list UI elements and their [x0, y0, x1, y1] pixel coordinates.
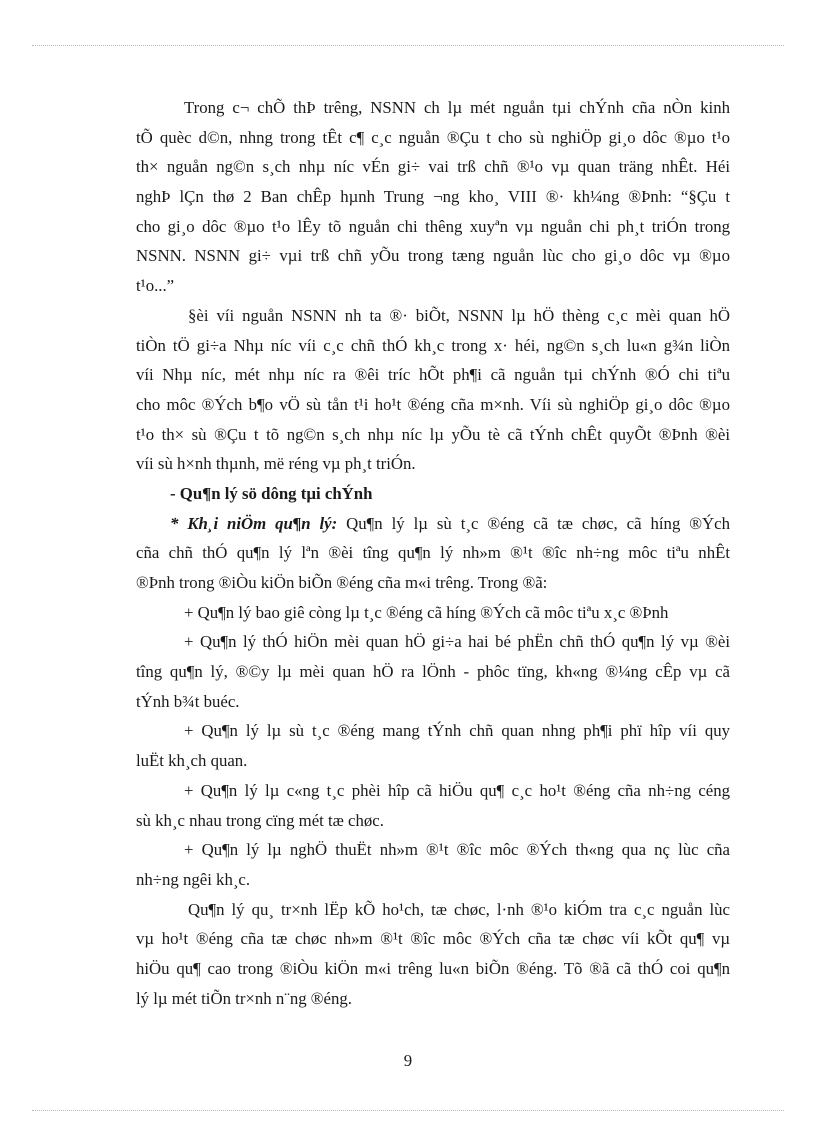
text-line: víi sù h×nh thµnh, më réng vµ ph¸t triÓn.: [136, 454, 416, 474]
text-line: hiÖu qu¶ cao trong ®iÒu kiÖn m«i trêng lu«n biÕn ®éng. Tõ ®ã cã thÓ coi qu¶n: [136, 958, 730, 978]
text-line: víi Nhµ níc, mét nhµ níc ra ®êi tríc hÕt ph¶i cã nguån tµi chÝnh ®Ó chi tiªu: [136, 365, 730, 385]
text-line: NSNN. NSNN gi÷ vµi trß chñ yÕu trong tæng nguån lùc cho gi¸o dôc vµ ®µo: [136, 246, 730, 266]
text-line: ®Þnh trong ®iÒu kiÖn biÕn ®éng cña m«i trêng. Trong ®ã:: [136, 573, 548, 592]
bullet-line: + Qu¶n lý lµ sù t¸c ®éng mang tÝnh chñ quan nhng ph¶i phï hîp víi quy: [184, 721, 730, 741]
bullet-line: + Qu¶n lý thÓ hiÖn mèi quan hÖ gi÷a hai bé phËn chñ thÓ qu¶n lý vµ ®èi: [184, 632, 730, 652]
page-frame-bottom-border: [32, 1110, 784, 1111]
document-body: [136, 93, 730, 1013]
page-number: 9: [403, 1051, 413, 1070]
text-line: nh÷ng ngêi kh¸c.: [136, 869, 251, 889]
text-line: Trong c¬ chÕ thÞ trêng, NSNN ch lµ mét nguån tµi chÝnh cña nÒn kinh: [184, 98, 730, 117]
text-line: nghÞ lÇn thø 2 Ban chÊp hµnh Trung ¬ng kho¸ VIII ®· kh¼ng ®Þnh: “§Çu t: [136, 187, 730, 207]
bullet-line: + Qu¶n lý lµ nghÖ thuËt nh»m ®¹t ®îc môc ®Ých th«ng qua nç lùc cña: [184, 840, 730, 860]
text-line: tÕ quèc d©n, nhng trong tÊt c¶ c¸c nguån ®Çu t cho sù nghiÖp gi¸o dôc ®µo t¹o: [136, 127, 730, 147]
text-line: Qu¶n lý qu¸ tr×nh lËp kÕ ho¹ch, tæ chøc, l·nh ®¹o kiÓm tra c¸c nguån lùc: [188, 899, 730, 919]
text-line: cña chñ thÓ qu¶n lý lªn ®èi tîng qu¶n lý nh»m ®¹t ®îc nh÷ng môc tiªu nhÊt: [136, 543, 730, 563]
definition-line: [136, 509, 730, 539]
text-line: lý lµ mét tiÕn tr×nh n¨ng ®éng.: [136, 988, 352, 1008]
definition-term: * Kh¸i niÖm qu¶n lý:: [170, 513, 338, 533]
page-frame-top-border: [32, 45, 784, 46]
text-line: cho môc ®Ých b¶o vÖ sù tån t¹i ho¹t ®éng cña m×nh. Víi sù nghiÖp gi¸o dôc ®µo: [136, 394, 730, 414]
text-line: sù kh¸c nhau trong cïng mét tæ chøc.: [136, 810, 384, 830]
text-line: t¹o...”: [136, 276, 175, 296]
definition-text: Qu¶n lý lµ sù t¸c ®éng cã tæ chøc, cã híng ®Ých: [337, 513, 730, 533]
text-line: vµ ho¹t ®éng cña tæ chøc nh»m ®¹t ®îc môc ®Ých cña tæ chøc víi kÕt qu¶ vµ: [136, 929, 730, 949]
text-line: §èi víi nguån NSNN nh ta ®· biÕt, NSNN lµ hÖ thèng c¸c mèi quan hÖ: [188, 305, 730, 325]
text-line: cho gi¸o dôc ®µo t¹o lÊy tõ nguån chi thêng xuyªn vµ nguån chi ph¸t triÓn trong: [136, 216, 730, 236]
text-line: tÝnh b¾t buéc.: [136, 691, 240, 711]
text-line: tîng qu¶n lý, ®©y lµ mèi quan hÖ ra lÖnh - phôc tïng, kh«ng ®¼ng cÊp vµ cã: [136, 662, 730, 682]
text-line: t¹o th× sù ®Çu t tõ ng©n s¸ch nhµ níc lµ yÕu tè cã tÝnh chÊt quyÕt ®Þnh ®èi: [136, 424, 730, 444]
bullet-line: + Qu¶n lý bao giê còng lµ t¸c ®éng cã híng ®Ých cã môc tiªu x¸c ®Þnh: [184, 602, 669, 622]
section-heading: - Qu¶n lý sö dông tµi chÝnh: [170, 483, 373, 503]
text-line: tiÒn tÖ gi÷a Nhµ níc víi c¸c chñ thÓ kh¸c trong x· héi, ng©n s¸ch lu«n g¾n liÒn: [136, 335, 730, 355]
text-line: th× nguån ng©n s¸ch nhµ níc vÉn gi÷ vai trß chñ ®¹o vµ quan träng nhÊt. Héi: [136, 157, 730, 177]
bullet-line: + Qu¶n lý lµ c«ng t¸c phèi hîp cã hiÖu qu¶ c¸c ho¹t ®éng cña nh÷ng céng: [184, 780, 730, 800]
text-line: luËt kh¸ch quan.: [136, 751, 248, 771]
